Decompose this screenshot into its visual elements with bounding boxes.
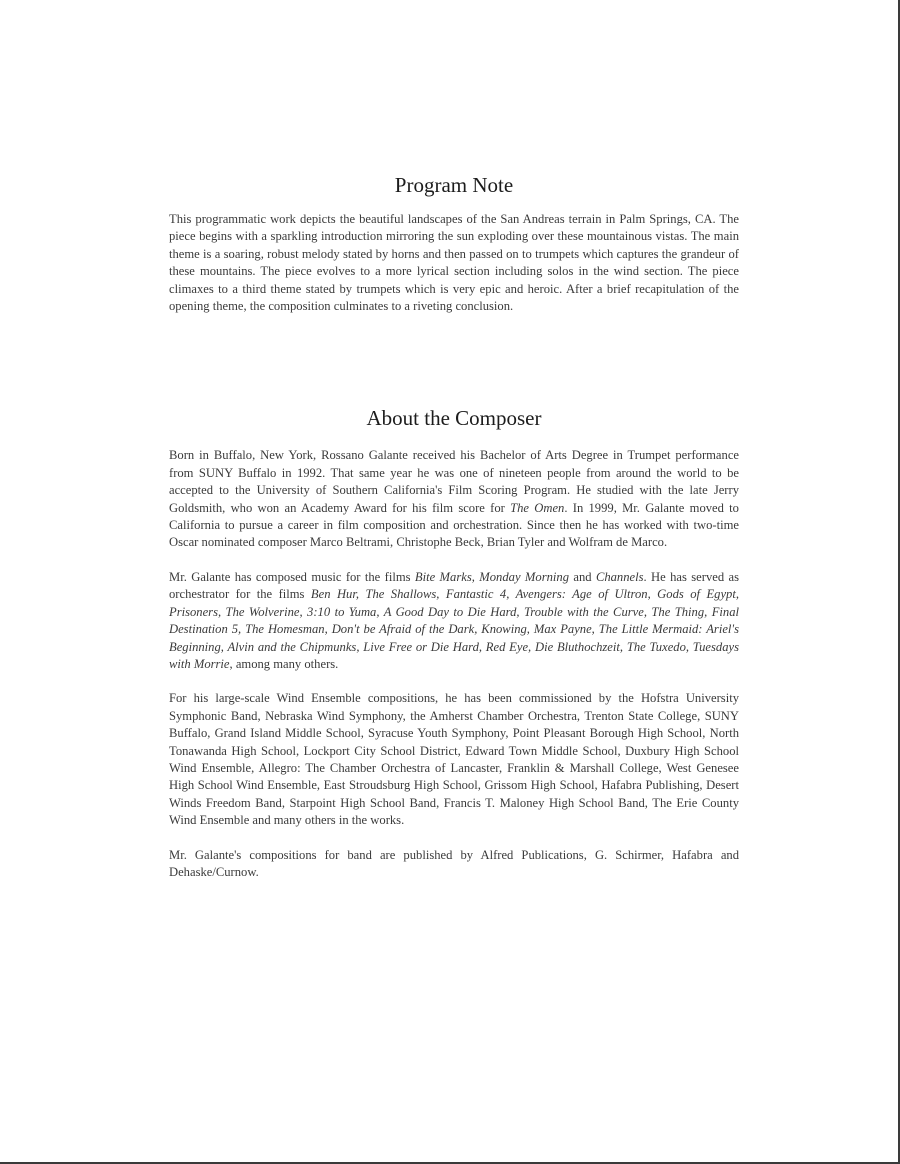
about-composer-heading: About the Composer: [366, 406, 542, 431]
film-title: The Omen: [510, 500, 565, 515]
films-text: and: [569, 569, 596, 584]
films-text: Mr. Galante has composed music for the films: [169, 569, 415, 584]
program-note-heading: Program Note: [394, 173, 514, 197]
composer-films-paragraph: [169, 569, 739, 673]
bio-text: Born in Buffalo, New York, Rossano Galante received his Bachelor of Arts Degree in Trumpet performance from SUNY Buffalo in 1992. That same year he was one of nineteen people from around the world to be accepted to the University of Southern California's Film Scoring Program. He studied with the late Jerry Goldsmith, who won an Academy Award for his film score for: [169, 448, 739, 515]
films-text: , among many others.: [229, 656, 339, 671]
program-note-paragraph: This programmatic work depicts the beautiful landscapes of the San Andreas terrain in Palm Springs, CA. The piece begins with a sparkling introduction mirroring the sun exploding over these mountainous vistas. The main theme is a soaring, robust melody stated by horns and then passed on to trumpets which captures the grandeur of these mountains. The piece evolves to a more lyrical section including solos in the wind section. The piece climaxes to a third theme stated by trumpets which is very epic and heroic. After a brief recapitulation of the opening theme, the composition culminates to a riveting conclusion.: [169, 212, 739, 314]
film-titles: Bite Marks, Monday Morning: [414, 569, 569, 584]
composer-bio-paragraph: [169, 447, 739, 551]
film-title: Channels: [595, 569, 644, 584]
commissions-paragraph: For his large-scale Wind Ensemble compositions, he has been commissioned by the Hofstra University Symphonic Band, Nebraska Wind Symphony, the Amherst Chamber Orchestra, Trenton State College, SUNY Buffalo, Grand Island Middle School, Syracuse Youth Symphony, Point Pleasant Borough High School, North Tonawanda High School, Lockport City School District, Edward Town Middle School, Duxbury High School Wind Ensemble, Allegro: The Chamber Orchestra of Lancaster, Franklin & Marshall College, West Genesee High School Wind Ensemble, East Stroudsburg High School, Grissom High School, Hafabra Publishing, Desert Winds Freedom Band, Starpoint High School Band, Francis T. Maloney High School Band, The Erie County Wind Ensemble and many others in the works.: [169, 691, 739, 828]
films-text: . He has served as orchestrator for the films: [169, 569, 739, 602]
film-titles: Ben Hur, The Shallows, Fantastic 4, Avengers: Age of Ultron, Gods of Egypt, Prisoners, The Wolverine, 3:10 to Yuma, A Good Day to Die Hard, Trouble with the Curve, The Thing, Final Destination 5, The Homesman, Don't be Afraid of the Dark, Knowing, Max Payne, The Little Mermaid: Ariel's Beginning, Alvin and the Chipmunks, Live Free or Die Hard, Red Eye, Die Bluthochzeit, The Tuxedo, Tuesdays with Morrie: [169, 587, 739, 671]
publishers-paragraph: Mr. Galante's compositions for band are published by Alfred Publications, G. Schirmer, Hafabra and Dehaske/Curnow.: [169, 847, 739, 879]
bio-text: . In 1999, Mr. Galante moved to California to pursue a career in film composition and orchestration. Since then he has worked with two-time Oscar nominated composer Marco Beltrami, Christophe Beck, Brian Tyler and Wolfram de Marco.: [169, 500, 739, 550]
document-content: [169, 170, 739, 881]
